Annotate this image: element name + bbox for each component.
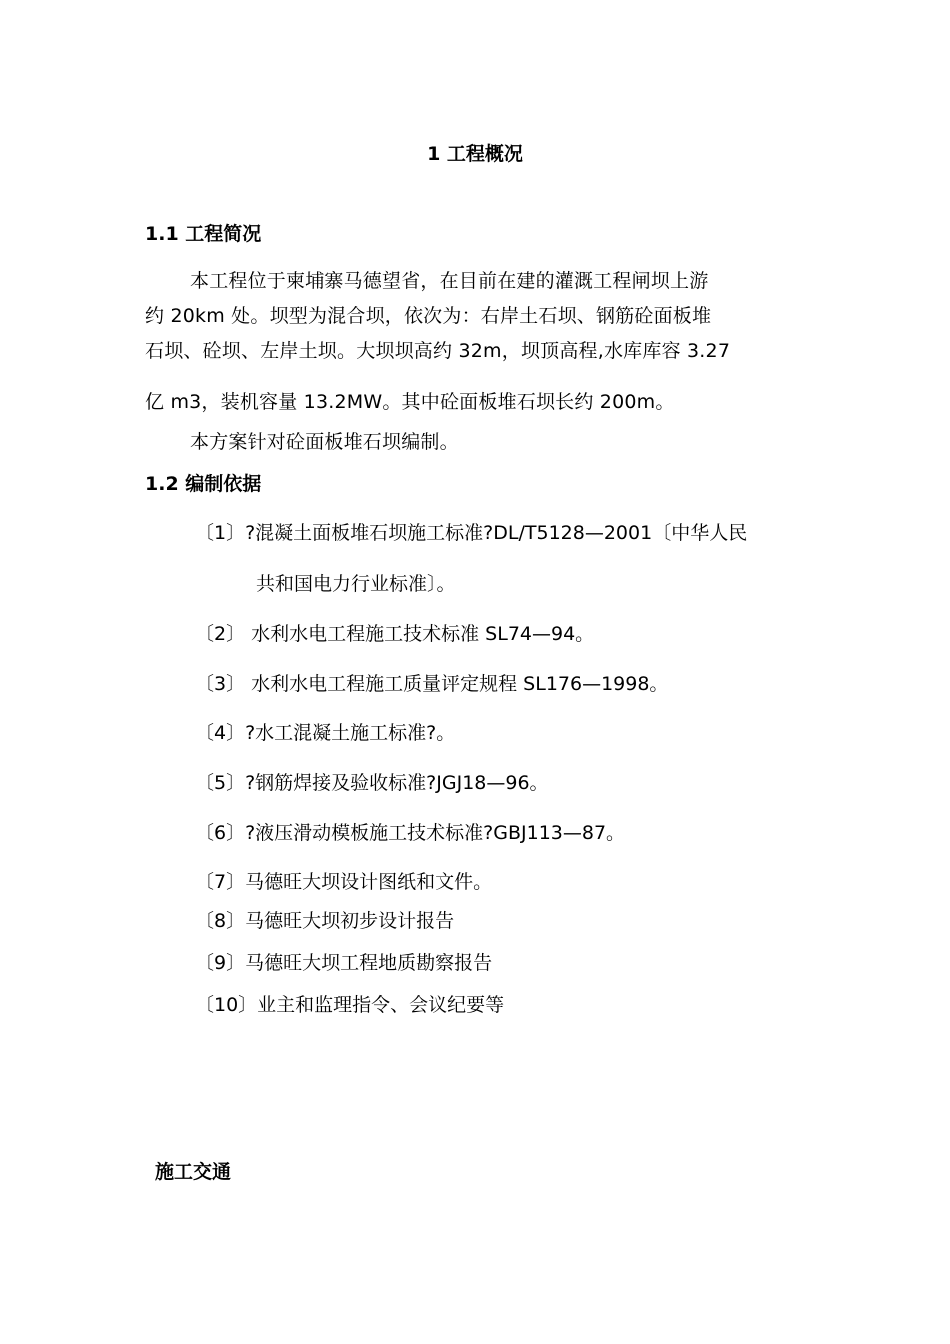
paragraph-line-2: 约 20km 处。坝型为混合坝，依次为：右岸土石坝、钢筋砼面板堆 xyxy=(145,305,712,327)
reference-item-6: 〔6〕?液压滑动模板施工技术标准?GBJ113—87。 xyxy=(195,822,626,844)
reference-item-8: 〔8〕马德旺大坝初步设计报告 xyxy=(195,910,455,932)
section-heading-traffic: 施工交通 xyxy=(155,1161,232,1183)
reference-item-10: 〔10〕业主和监理指令、会议纪要等 xyxy=(195,994,505,1016)
paragraph-scope: 本方案针对砼面板堆石坝编制。 xyxy=(190,431,459,453)
reference-item-1-cont: 共和国电力行业标准〕。 xyxy=(256,573,456,595)
reference-item-2: 〔2〕 水利水电工程施工技术标准 SL74—94。 xyxy=(195,623,595,645)
reference-item-4: 〔4〕?水工混凝土施工标准?。 xyxy=(195,722,456,744)
paragraph-line-1: 本工程位于柬埔寨马德望省，在目前在建的灌溉工程闸坝上游 xyxy=(190,270,709,292)
reference-item-3: 〔3〕 水利水电工程施工质量评定规程 SL176—1998。 xyxy=(195,673,669,695)
reference-item-5: 〔5〕?钢筋焊接及验收标准?JGJ18—96。 xyxy=(195,772,549,794)
paragraph-line-3: 石坝、砼坝、左岸土坝。大坝坝高约 32m，坝顶高程,水库库容 3.27 xyxy=(145,340,731,362)
reference-item-1: 〔1〕?混凝土面板堆石坝施工标准?DL/T5128—2001〔中华人民 xyxy=(195,522,748,544)
page-title: 1 工程概况 xyxy=(427,143,523,165)
section-heading-1-2: 1.2 编制依据 xyxy=(145,473,262,495)
section-heading-1-1: 1.1 工程简况 xyxy=(145,223,262,245)
paragraph-line-4: 亿 m3，装机容量 13.2MW。其中砼面板堆石坝长约 200m。 xyxy=(145,391,675,413)
reference-item-9: 〔9〕马德旺大坝工程地质勘察报告 xyxy=(195,952,493,974)
reference-item-7: 〔7〕马德旺大坝设计图纸和文件。 xyxy=(195,871,493,893)
